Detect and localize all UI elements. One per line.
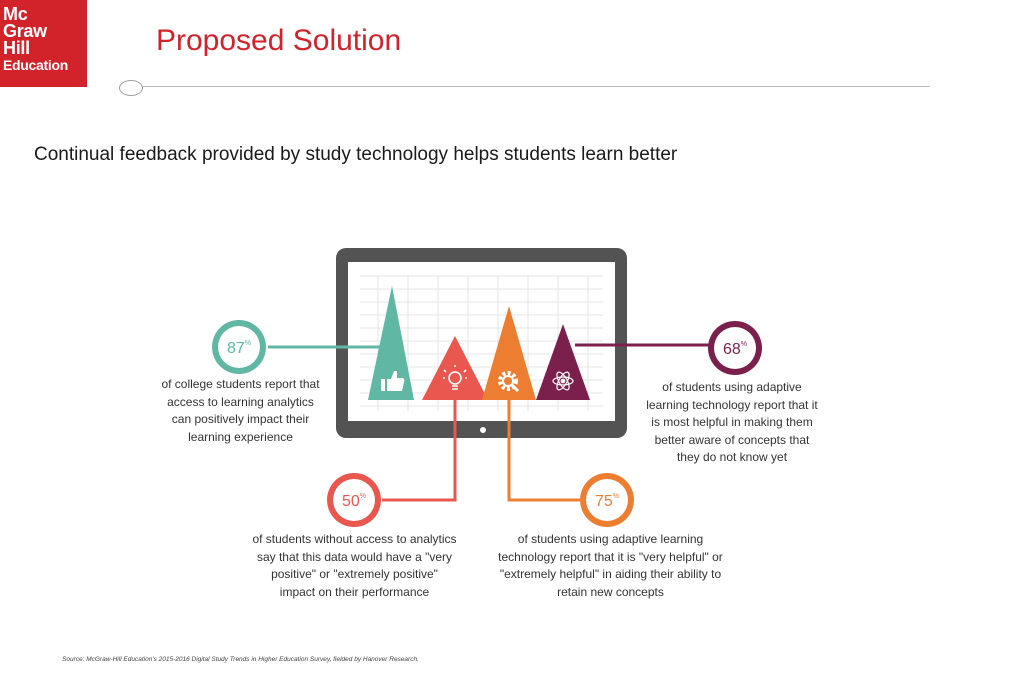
stat-circle-87 <box>212 320 266 374</box>
caption-75: of students using adaptive learning technology report that it is "very helpful" or "extremely helpful" in aiding their ability to retain new concepts <box>498 532 723 599</box>
caption-87: of college students report that access to learning analytics can positively impact their learning experience <box>161 377 320 444</box>
source-note: Source: McGraw-Hill Education's 2015-2016 Digital Study Trends in Higher Education Survey, fielded by Hanover Research. <box>62 656 419 663</box>
stat-percent-50: % <box>359 493 367 500</box>
slide-subtitle: Continual feedback provided by study technology helps students learn better <box>34 144 678 165</box>
stat-circle-50 <box>327 473 381 527</box>
caption-50: of students without access to analytics say that this data would have a "very positive" or "extremely positive" impact on their performance <box>252 532 457 599</box>
caption-68: of students using adaptive learning technology report that it is most helpful in making them better aware of concepts that they do not know yet <box>646 380 818 464</box>
stat-percent-75: % <box>612 493 620 500</box>
stat-value-50: 50 <box>341 493 360 510</box>
stat-value-68: 68 <box>722 341 741 358</box>
logo-line-2: Graw <box>3 21 47 41</box>
slide-title: Proposed Solution <box>156 24 402 57</box>
logo-line-4: Education <box>3 57 68 73</box>
monitor-button <box>480 427 486 433</box>
stat-value-75: 75 <box>594 493 613 510</box>
logo-line-3: Hill <box>3 38 30 58</box>
logo-line-1: Mc <box>3 4 28 24</box>
stat-percent-68: % <box>740 341 748 348</box>
stat-value-87: 87 <box>226 340 245 357</box>
stat-circle-68 <box>708 321 762 375</box>
stat-percent-87: % <box>244 340 252 347</box>
stat-circle-75 <box>580 473 634 527</box>
